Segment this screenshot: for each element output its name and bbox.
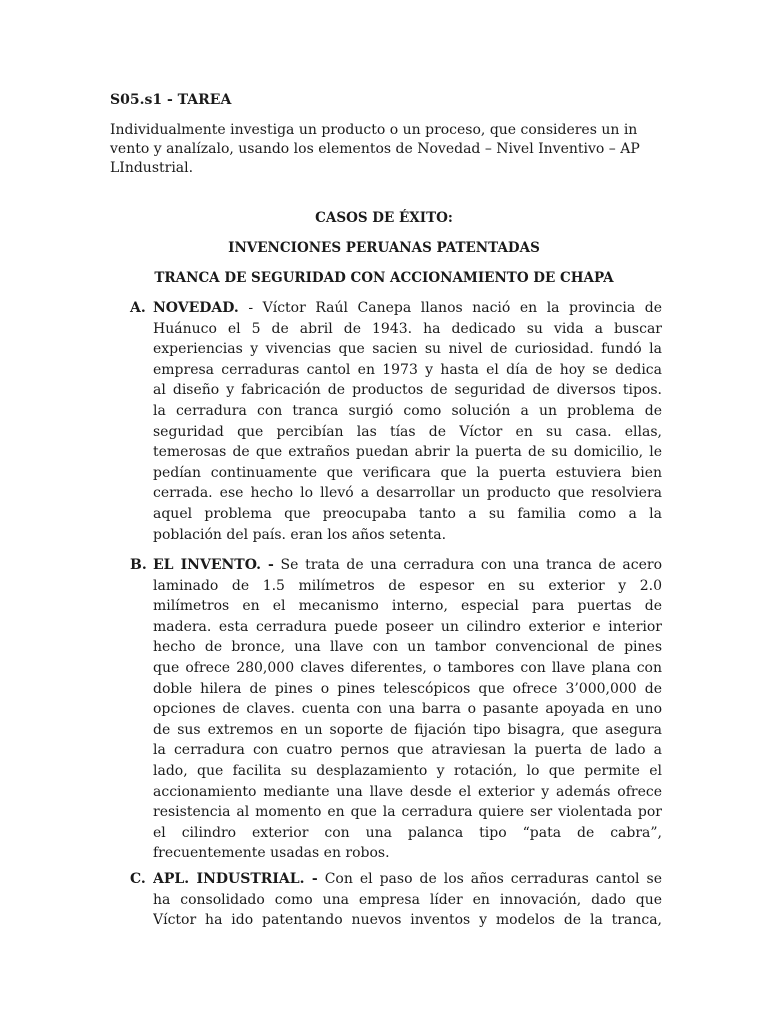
section-line-text: Con el paso de los años cerraduras cantol se — [317, 871, 662, 887]
section-line: que ofrece 280,000 claves diferentes, o tambores con llave plana con — [153, 659, 662, 676]
intro-line: LIndustrial. — [110, 160, 194, 176]
section-apl-industrial — [130, 869, 662, 931]
section-body — [153, 298, 662, 545]
section-line: accionamiento mediante una llave desde el exterior y además ofrece — [153, 783, 662, 800]
section-line: frecuentemente usadas en robos. — [153, 845, 390, 862]
section-line: aquel problema que preocupaba tanto a su familia como a la — [153, 505, 662, 522]
section-line: de sus extremos en un soporte de fijación tipo bisagra, que asegura — [153, 721, 662, 738]
heading-casos-de-exito: CASOS DE ÉXITO: — [315, 210, 453, 226]
section-line-text: Se trata de una cerradura con una tranca de acero — [273, 557, 662, 573]
section-line: temerosas de que extraños puedan abrir la puerta de su domicilio, le — [153, 444, 662, 461]
section-line — [153, 298, 662, 319]
section-line — [153, 555, 662, 576]
intro-line: vento y analízalo, usando los elementos de Novedad – Nivel Inventivo – AP — [110, 141, 640, 157]
section-body — [153, 555, 662, 864]
section-line: resistencia al momento en que la cerradura quiere ser violentada por — [153, 804, 662, 821]
section-line: la cerradura con cuatro pernos que atraviesan la puerta de lado a — [153, 742, 662, 759]
section-line: laminado de 1.5 milímetros de espesor en su exterior y 2.0 — [153, 577, 662, 594]
section-line: Huánuco el 5 de abril de 1943. ha dedicado su vida a buscar — [153, 320, 662, 337]
section-line — [153, 869, 662, 890]
section-lead: APL. INDUSTRIAL. - — [153, 871, 318, 887]
section-line: la cerradura con tranca surgió como solución a un problema de — [153, 402, 662, 419]
document-title: S05.s1 - TAREA — [110, 92, 232, 108]
intro-line: Individualmente investiga un producto o un proceso, que consideres un in — [110, 122, 638, 138]
list-marker: A. — [130, 300, 146, 316]
section-el-invento — [130, 555, 662, 864]
section-line: lado, que facilita su desplazamiento y rotación, lo que permite el — [153, 762, 662, 779]
section-line: pedían continuamente que verificara que la puerta estuviera bien — [153, 464, 662, 481]
section-line: milímetros en el mecanismo interno, especial para puertas de — [153, 598, 662, 615]
section-line: población del país. eran los años setenta. — [153, 526, 447, 543]
section-line: ha consolidado como una empresa líder en innovación, dado que — [153, 891, 662, 908]
heading-invenciones-peruanas: INVENCIONES PERUANAS PATENTADAS — [228, 240, 540, 256]
section-line: madera. esta cerradura puede poseer un cilindro exterior e interior — [153, 618, 662, 635]
section-line: seguridad que percibían las tías de Víctor en su casa. ellas, — [153, 423, 662, 440]
section-line: el cilindro exterior con una palanca tipo “pata de cabra”, — [153, 824, 662, 841]
section-line: doble hilera de pines o pines telescópicos que ofrece 3’000,000 de — [153, 680, 662, 697]
section-body — [153, 869, 662, 931]
section-line: empresa cerraduras cantol en 1973 y hasta el día de hoy se dedica — [153, 361, 662, 378]
section-line: hecho de bronce, una llave con un tambor convencional de pines — [153, 639, 662, 656]
section-novedad — [130, 298, 662, 545]
heading-tranca-de-seguridad: TRANCA DE SEGURIDAD CON ACCIONAMIENTO DE CHAPA — [154, 270, 614, 286]
intro-paragraph — [110, 121, 640, 178]
section-line: experiencias y vivencias que sacien su nivel de curiosidad. fundó la — [153, 341, 662, 358]
section-line: Víctor ha ido patentando nuevos inventos y modelos de la tranca, — [153, 912, 662, 929]
section-line-text: - Víctor Raúl Canepa llanos nació en la provincia de — [238, 300, 662, 316]
section-line: cerrada. ese hecho lo llevó a desarrollar un producto que resolviera — [153, 485, 662, 502]
list-marker: C. — [130, 871, 146, 887]
section-line: al diseño y fabricación de productos de seguridad de diversos tipos. — [153, 382, 662, 399]
section-lead: NOVEDAD. — [153, 300, 239, 316]
section-line: opciones de claves. cuenta con una barra o pasante apoyada en uno — [153, 701, 662, 718]
section-lead: EL INVENTO. - — [153, 557, 274, 573]
list-marker: B. — [130, 557, 147, 573]
